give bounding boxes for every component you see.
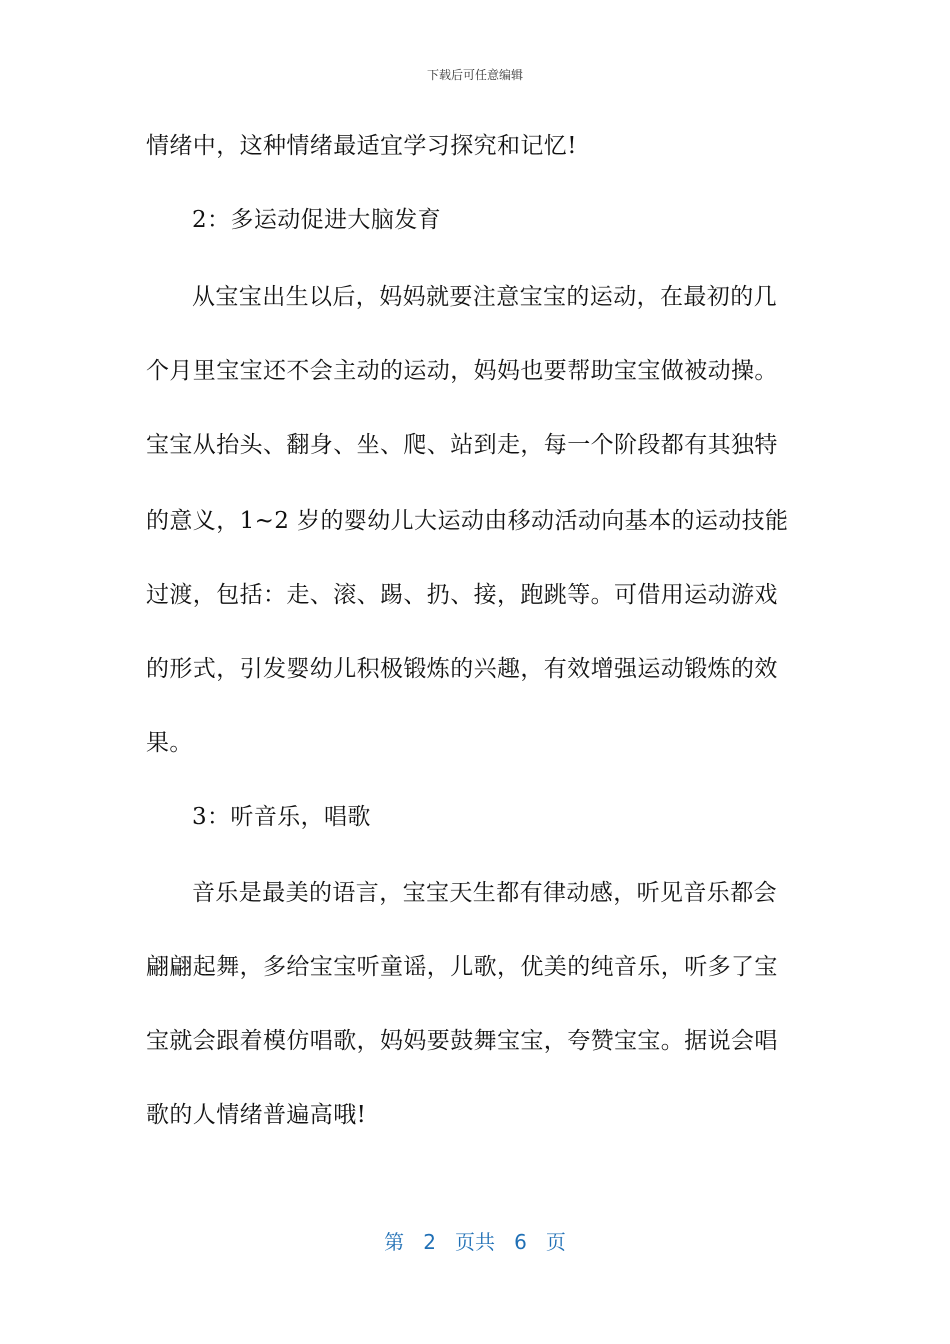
paragraph-line: 翩翩起舞，多给宝宝听童谣，儿歌，优美的纯音乐，听多了宝 bbox=[146, 954, 778, 980]
footer-total-pages: 6 bbox=[514, 1230, 527, 1254]
section-heading: 3：听音乐，唱歌 bbox=[192, 804, 371, 830]
paragraph-line: 从宝宝出生以后，妈妈就要注意宝宝的运动，在最初的几 bbox=[192, 284, 777, 310]
page-header-note: 下载后可任意编辑 bbox=[426, 68, 523, 82]
footer-middle: 页共 bbox=[455, 1230, 495, 1254]
footer-current-page: 2 bbox=[423, 1230, 436, 1254]
paragraph-line: 宝宝从抬头、翻身、坐、爬、站到走，每一个阶段都有其独特 bbox=[146, 432, 778, 458]
section-heading: 2：多运动促进大脑发育 bbox=[192, 207, 442, 233]
footer-suffix: 页 bbox=[545, 1230, 566, 1254]
paragraph-line: 果。 bbox=[146, 730, 193, 756]
page-number-footer bbox=[0, 1226, 950, 1255]
paragraph-line: 个月里宝宝还不会主动的运动，妈妈也要帮助宝宝做被动操。 bbox=[146, 358, 778, 384]
paragraph-line: 情绪中，这种情绪最适宜学习探究和记忆! bbox=[146, 133, 577, 159]
paragraph-line: 过渡，包括：走、滚、踢、扔、接，跑跳等。可借用运动游戏 bbox=[146, 582, 778, 608]
paragraph-line: 音乐是最美的语言，宝宝天生都有律动感，听见音乐都会 bbox=[192, 880, 777, 906]
paragraph-line: 宝就会跟着模仿唱歌，妈妈要鼓舞宝宝，夸赞宝宝。据说会唱 bbox=[146, 1028, 778, 1054]
footer-prefix: 第 bbox=[384, 1230, 405, 1254]
paragraph-line: 的形式，引发婴幼儿积极锻炼的兴趣，有效增强运动锻炼的效 bbox=[146, 656, 778, 682]
paragraph-line: 歌的人情绪普遍高哦! bbox=[146, 1102, 367, 1128]
paragraph-line: 的意义，1~2 岁的婴幼儿大运动由移动活动向基本的运动技能 bbox=[146, 508, 789, 534]
